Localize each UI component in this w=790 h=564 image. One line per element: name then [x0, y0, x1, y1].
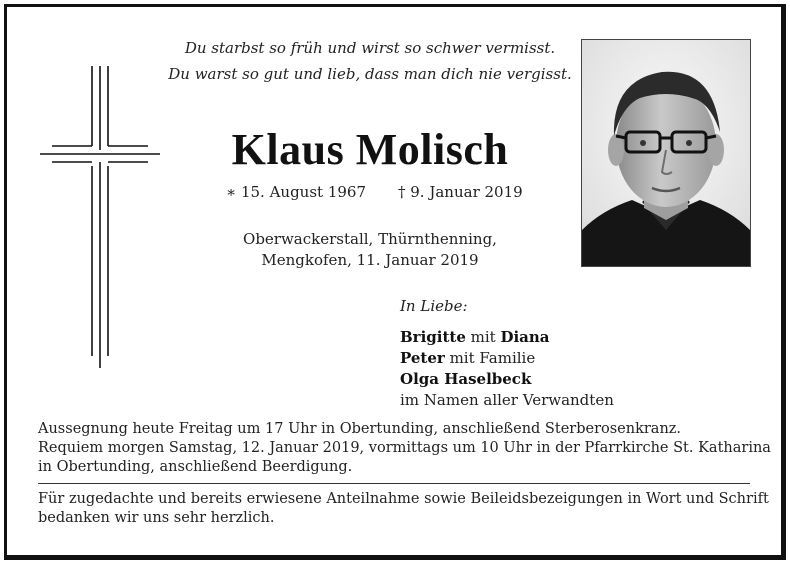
verse-line-2: Du warst so gut und lieb, dass man dich nie vergisst.	[168, 65, 572, 83]
divider	[38, 483, 750, 484]
deceased-name: Klaus Molisch	[231, 125, 509, 174]
announcement-line-2: Requiem morgen Samstag, 12. Januar 2019, vormittags um 10 Uhr in der Pfarrkirche St. Katharina	[38, 440, 771, 456]
cross-icon	[38, 66, 162, 368]
funeral-announcement	[38, 420, 771, 477]
mourner-name: Olga Haselbeck	[400, 370, 532, 388]
verse-line-1: Du starbst so früh und wirst so schwer vermisst.	[184, 39, 556, 57]
mourners-closing: im Namen aller Verwandten	[400, 391, 614, 409]
mourner-row	[400, 369, 614, 390]
mourner-connector: mit Familie	[444, 349, 536, 367]
mourner-name: Brigitte	[400, 328, 466, 346]
place-line-2: Mengkofen, 11. Januar 2019	[261, 251, 479, 269]
thanks-note	[38, 490, 769, 528]
mourner-row	[400, 327, 614, 348]
death-date: † 9. Januar 2019	[398, 183, 523, 201]
mourners-block	[400, 296, 614, 411]
announcement-line-1: Aussegnung heute Freitag um 17 Uhr in Obertunding, anschließend Sterberosenkranz.	[38, 421, 682, 437]
mourner-row	[400, 348, 614, 369]
mourner-connector: mit	[465, 328, 501, 346]
mourner-name: Peter	[400, 349, 445, 367]
portrait-photo	[581, 39, 751, 267]
announcement-line-3: in Obertunding, anschließend Beerdigung.	[38, 459, 353, 475]
place-line-1: Oberwackerstall, Thürnthenning,	[243, 230, 497, 248]
thanks-line-2: bedanken wir uns sehr herzlich.	[38, 510, 275, 526]
mourners-intro: In Liebe:	[400, 297, 468, 315]
thanks-line-1: Für zugedachte und bereits erwiesene Anteilnahme sowie Beileidsbezeigungen in Wort und Schrift	[38, 491, 769, 507]
mourner-name-2: Diana	[500, 328, 550, 346]
birth-date: ∗ 15. August 1967	[226, 183, 367, 201]
